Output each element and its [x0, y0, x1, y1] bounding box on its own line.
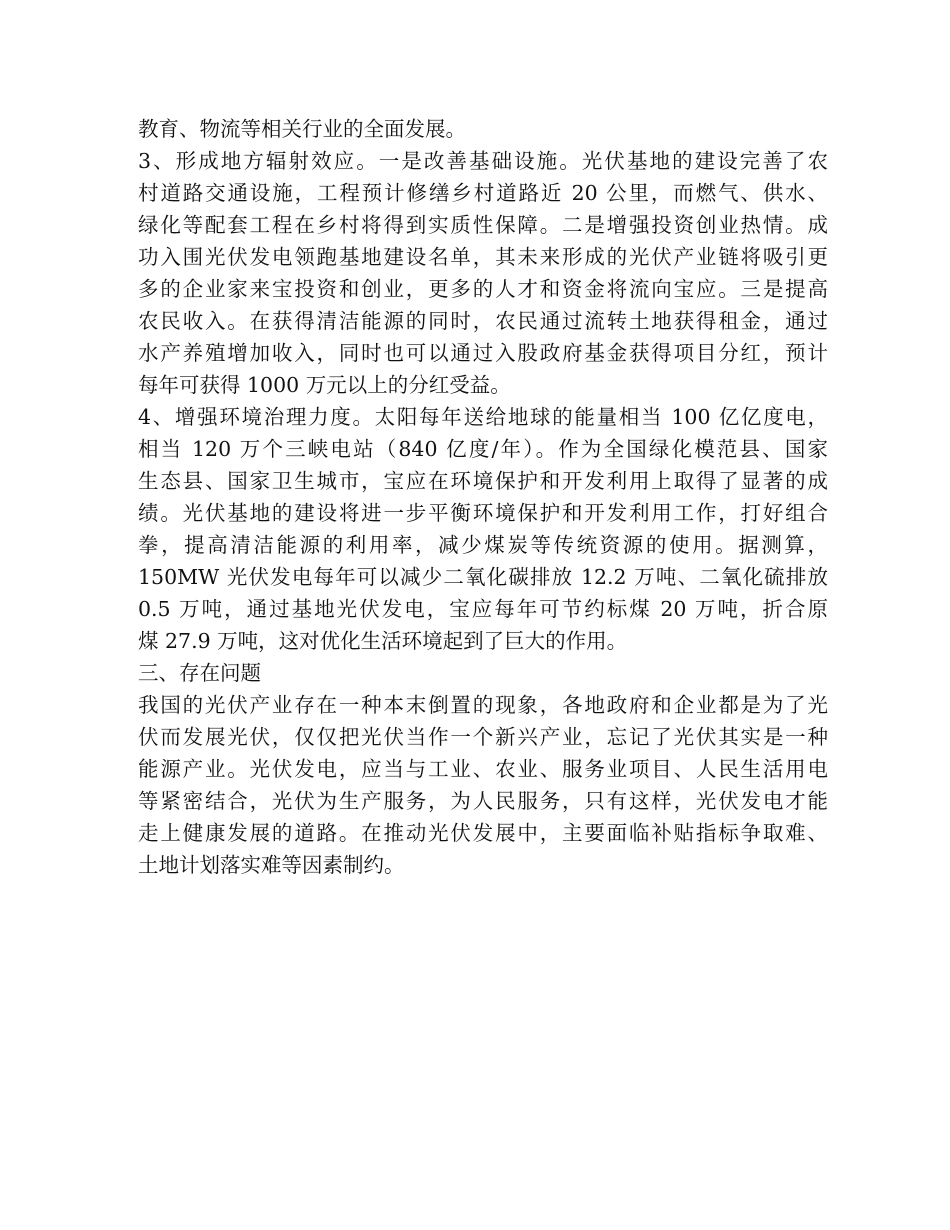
text-line: 煤 27.9 万吨，这对优化生活环境起到了巨大的作用。 — [138, 629, 628, 653]
text-line: 能源产业。光伏发电，应当与工业、农业、服务业项目、人民生活用电 — [138, 757, 828, 781]
document-body — [138, 113, 828, 881]
text-line: 村道路交通设施，工程预计修缮乡村道路近 20 公里，而燃气、供水、 — [138, 181, 828, 205]
text-line: 伏而发展光伏，仅仅把光伏当作一个新兴产业，忘记了光伏其实是一种 — [138, 725, 828, 749]
text-line: 多的企业家来宝投资和创业，更多的人才和资金将流向宝应。三是提高 — [138, 277, 828, 301]
section-heading: 三、存在问题 — [138, 661, 261, 685]
text-line: 教育、物流等相关行业的全面发展。 — [138, 117, 466, 141]
text-line: 绩。光伏基地的建设将进一步平衡环境保护和开发利用工作，打好组合 — [138, 501, 828, 525]
text-line: 功入围光伏发电领跑基地建设名单，其未来形成的光伏产业链将吸引更 — [138, 245, 828, 269]
text-line: 走上健康发展的道路。在推动光伏发展中，主要面临补贴指标争取难、 — [138, 821, 828, 845]
text-line: 拳，提高清洁能源的利用率，减少煤炭等传统资源的使用。据测算， — [138, 533, 828, 557]
text-line: 我国的光伏产业存在一种本末倒置的现象，各地政府和企业都是为了光 — [138, 693, 828, 717]
text-line: 水产养殖增加收入，同时也可以通过入股政府基金获得项目分红，预计 — [138, 341, 828, 365]
text-line: 等紧密结合，光伏为生产服务，为人民服务，只有这样，光伏发电才能 — [138, 789, 828, 813]
text-line: 3、形成地方辐射效应。一是改善基础设施。光伏基地的建设完善了农 — [138, 149, 828, 173]
text-line: 150MW 光伏发电每年可以减少二氧化碳排放 12.2 万吨、二氧化硫排放 — [138, 565, 828, 589]
text-line: 农民收入。在获得清洁能源的同时，农民通过流转土地获得租金，通过 — [138, 309, 828, 333]
text-line: 绿化等配套工程在乡村将得到实质性保障。二是增强投资创业热情。成 — [138, 213, 828, 237]
text-line: 0.5 万吨，通过基地光伏发电，宝应每年可节约标煤 20 万吨，折合原 — [138, 597, 828, 621]
text-line: 每年可获得 1000 万元以上的分红受益。 — [138, 373, 511, 397]
text-line: 生态县、国家卫生城市，宝应在环境保护和开发利用上取得了显著的成 — [138, 469, 828, 493]
text-line: 土地计划落实难等因素制约。 — [138, 853, 405, 877]
text-line: 4、增强环境治理力度。太阳每年送给地球的能量相当 100 亿亿度电， — [138, 405, 828, 429]
text-line: 相当 120 万个三峡电站（840 亿度/年）。作为全国绿化模范县、国家 — [138, 437, 828, 461]
